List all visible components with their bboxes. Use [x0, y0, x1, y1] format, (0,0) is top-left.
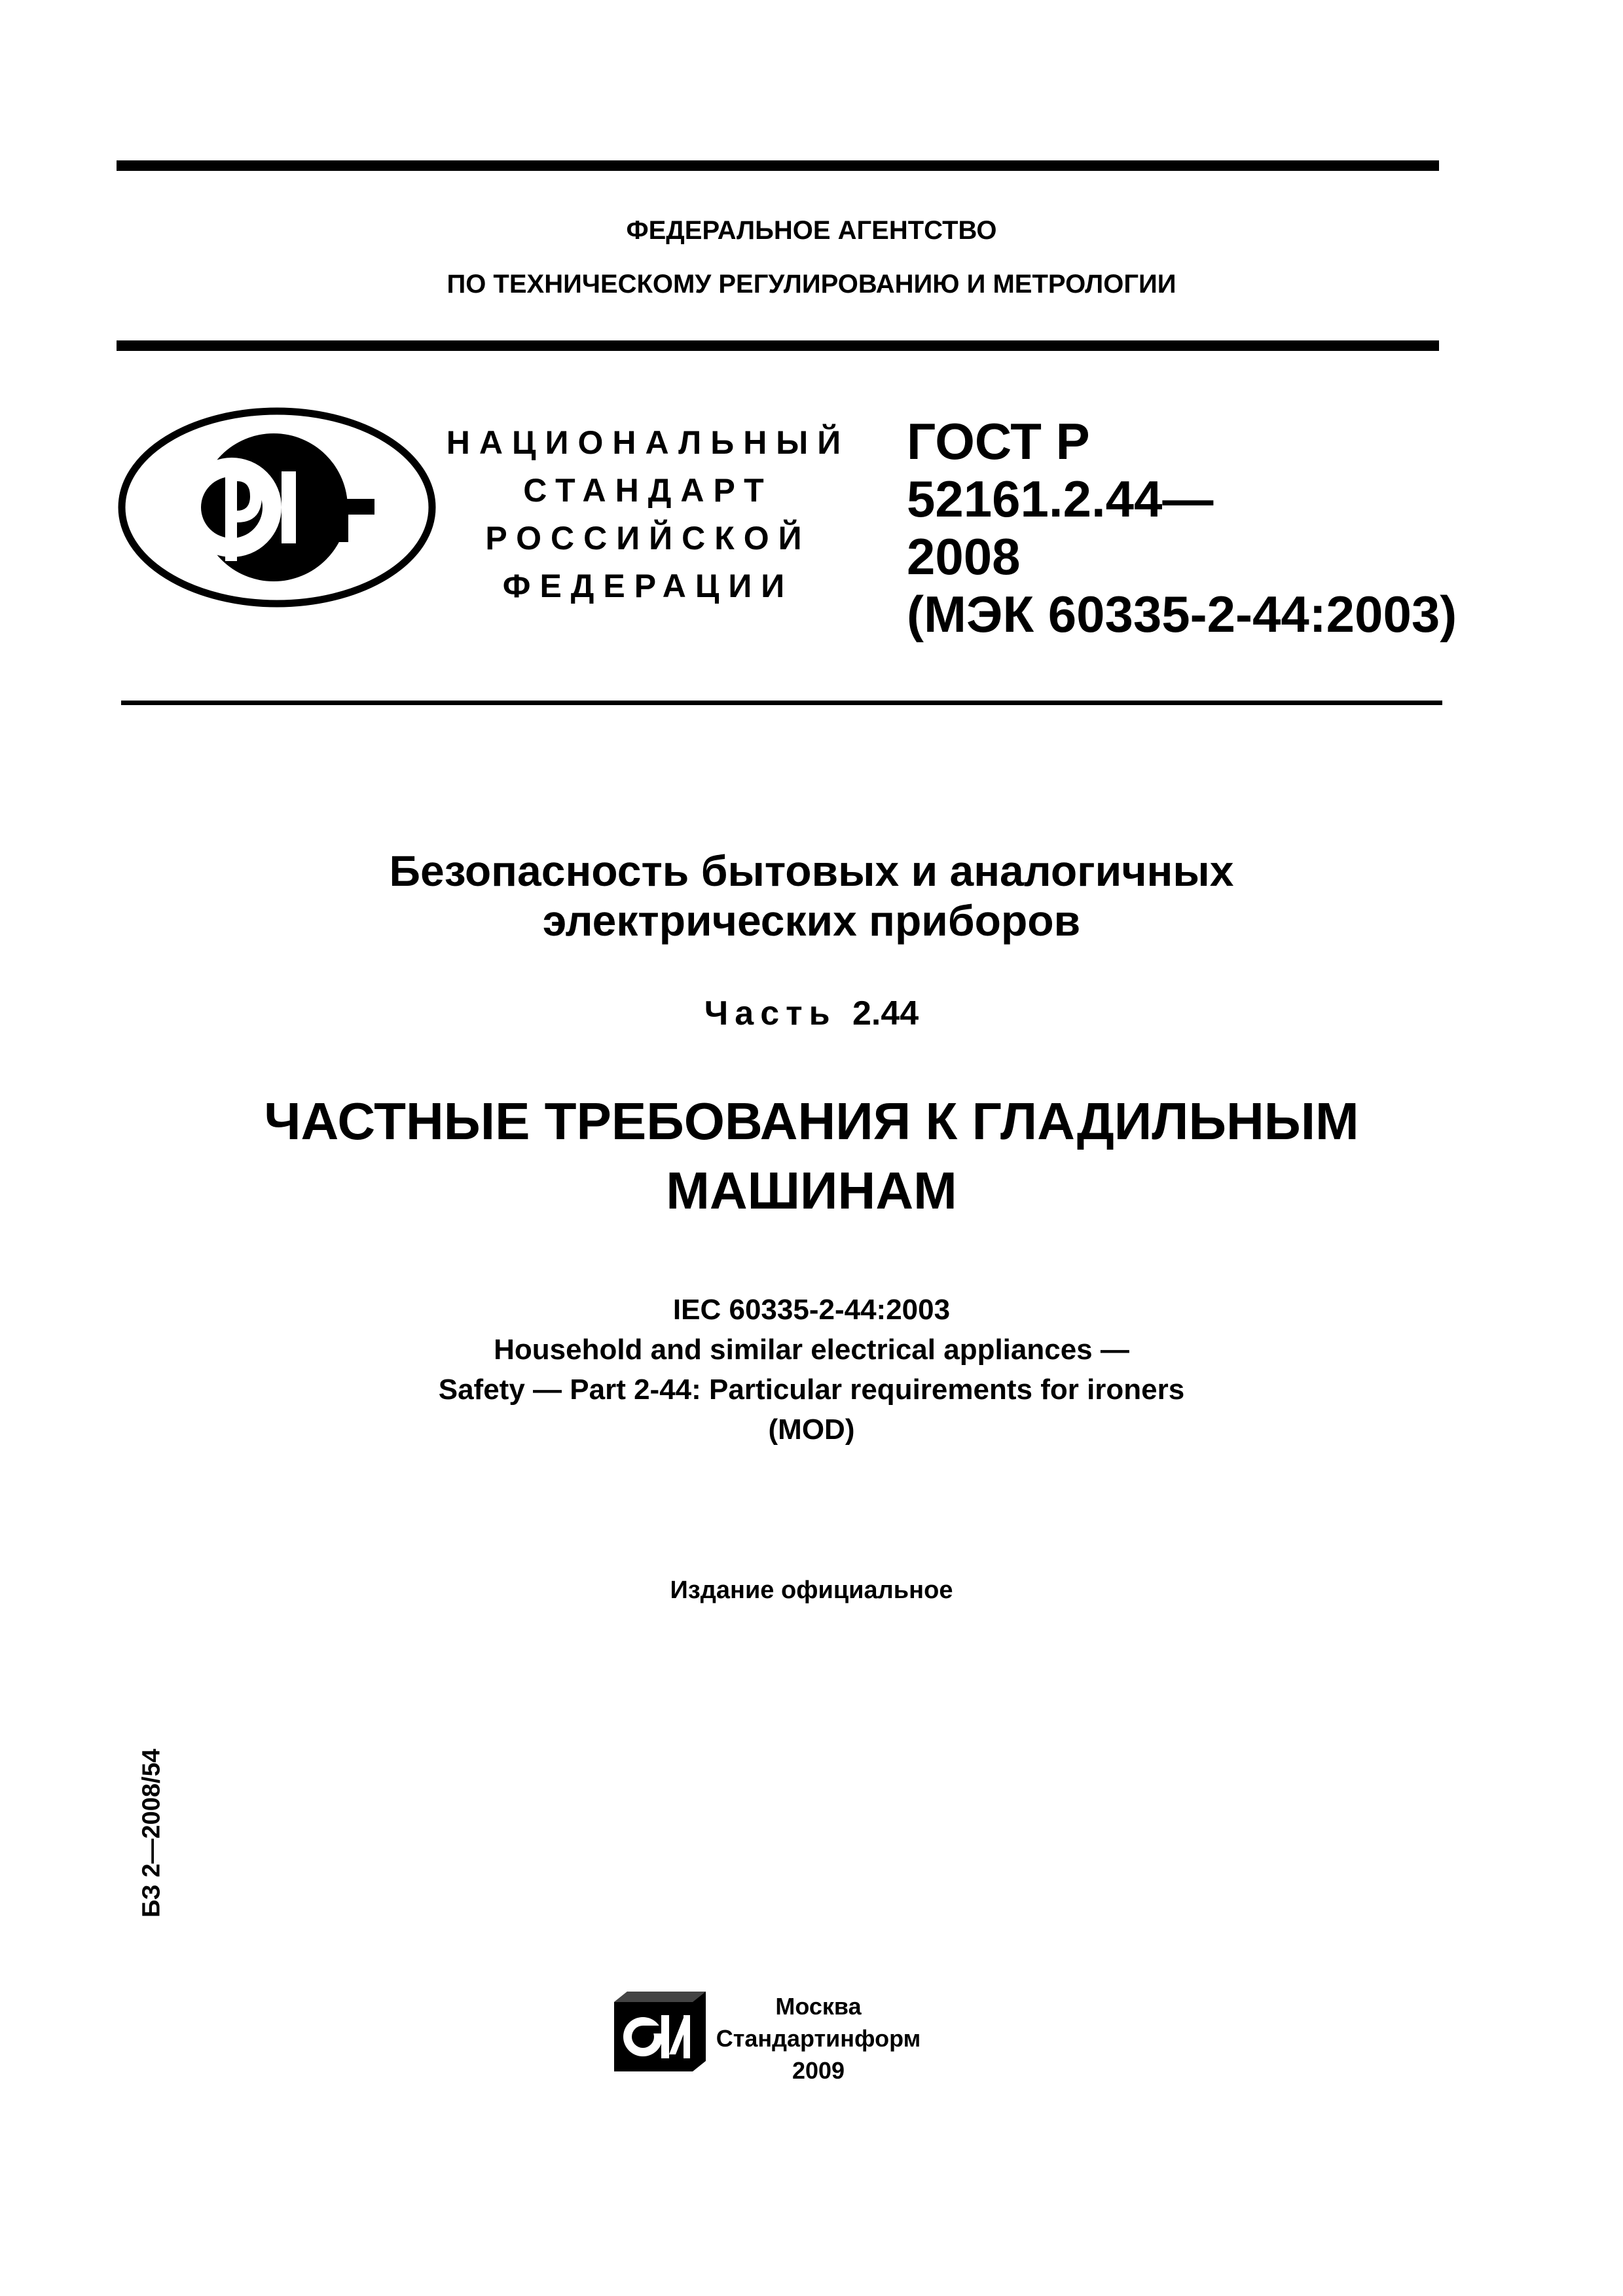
national-line: СТАНДАРТ — [523, 472, 773, 509]
designation-line: (МЭК 60335-2-44:2003) — [907, 585, 1457, 643]
side-registration-code: БЗ 2—2008/54 — [137, 1749, 166, 1918]
designation-line: 2008 — [907, 528, 1021, 585]
edition-label: Издание официальное — [670, 1576, 953, 1604]
standard-designation — [907, 412, 1561, 643]
document-title-line-2: электрических приборов — [542, 896, 1081, 945]
national-line: НАЦИОНАЛЬНЫЙ — [446, 424, 850, 461]
publication-year: 2009 — [792, 2057, 845, 2084]
publisher-city: Москва — [775, 1993, 862, 2020]
document-title-line-1: Безопасность бытовых и аналогичных — [389, 847, 1234, 895]
agency-line-1: ФЕДЕРАЛЬНОЕ АГЕНТСТВО — [626, 216, 997, 245]
publisher-info — [707, 1990, 930, 2086]
header-bottom-rule — [117, 340, 1439, 351]
agency-line-2: ПО ТЕХНИЧЕСКОМУ РЕГУЛИРОВАНИЮ И МЕТРОЛОГИИ — [447, 270, 1176, 299]
rst-certification-mark-icon — [117, 406, 437, 609]
part-label: Часть — [704, 994, 837, 1032]
iec-reference-line: Safety — Part 2-44: Particular requirements for ironers — [438, 1374, 1185, 1406]
designation-rule — [121, 701, 1442, 705]
part-heading — [0, 994, 1623, 1033]
iec-reference-line: (MOD) — [768, 1413, 855, 1446]
iec-reference-line: IEC 60335-2-44:2003 — [672, 1294, 951, 1326]
national-standard-label — [419, 419, 877, 610]
designation-line: ГОСТ Р — [907, 412, 1090, 470]
subtitle-line-1: ЧАСТНЫЕ ТРЕБОВАНИЯ К ГЛАДИЛЬНЫМ — [264, 1092, 1359, 1150]
iec-reference-line: Household and similar electrical appliances — — [494, 1334, 1129, 1366]
part-number: 2.44 — [852, 994, 919, 1032]
national-line: ФЕДЕРАЦИИ — [502, 568, 794, 604]
designation-line: 52161.2.44— — [907, 470, 1214, 528]
subtitle-line-2: МАШИНАМ — [666, 1161, 957, 1220]
standartinform-logo-icon — [610, 1989, 710, 2074]
publisher-name: Стандартинформ — [716, 2025, 921, 2052]
national-line: РОССИЙСКОЙ — [485, 520, 811, 556]
top-rule — [117, 160, 1439, 171]
